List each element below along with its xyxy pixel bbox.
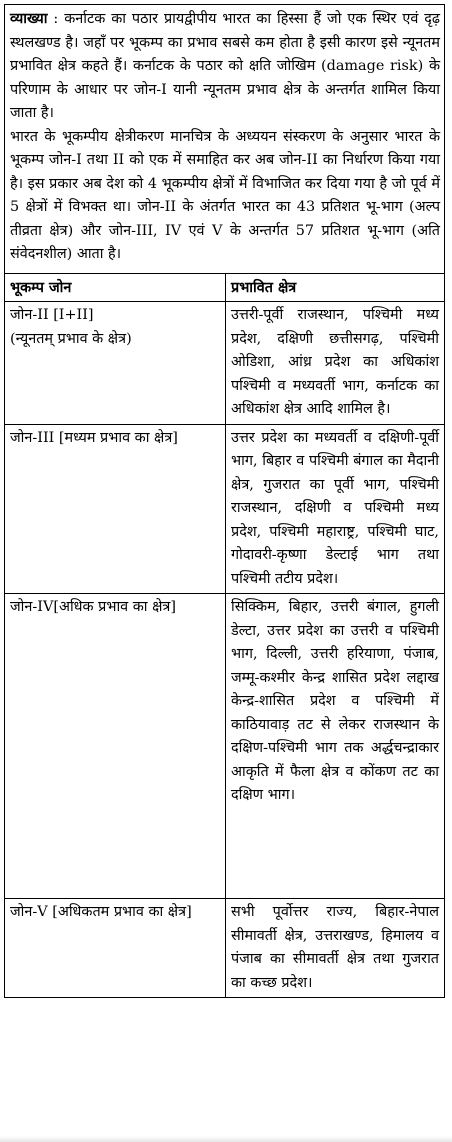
table-header-row <box>5 274 444 302</box>
document-page <box>4 4 445 998</box>
area-cell: उत्तर प्रदेश का मध्यवर्ती व दक्षिणी-पूर्वी भाग, बिहार व पश्चिमी बंगाल का मैदानी क्षेत्र, गुजरात का पूर्वी भाग, पश्चिमी राजस्थान, दक्षिणी व पश्चिमी मध्य प्रदेश, पश्चिमी महाराष्ट्र, पश्चिमी घाट, गोदावरी-कृष्णा डेल्टाई भाग तथा पश्चिमी तटीय प्रदेश। <box>226 424 445 594</box>
zone-name: जोन-V [अधिकतम प्रभाव का क्षेत्र] <box>10 904 192 920</box>
table-row <box>5 899 444 998</box>
header-zone: भूकम्प जोन <box>5 274 226 302</box>
label-separator: : <box>47 11 65 27</box>
area-cell: उत्तरी-पूर्वी राजस्थान, पश्चिमी मध्य प्रदेश, दक्षिणी छत्तीसगढ़, पश्चिमी ओडिशा, आंध्र प्रदेश का अधिकांश पश्चिमी व मध्यवर्ती भाग, कर्नाटक का अधिकांश क्षेत्र आदि शामिल है। <box>226 302 445 425</box>
table-row <box>5 302 444 425</box>
explanation-text-1: कर्नाटक का पठार प्रायद्वीपीय भारत का हिस्सा हैं जो एक स्थिर एवं दृढ़ स्थलखण्ड है। जहाँ पर भूकम्प का प्रभाव सबसे कम होता है इसी कारण इसे न्यूनतम प्रभावित क्षेत्र कहते हैं। कर्नाटक के पठार को क्षति जोखिम (damage risk) के परिणाम के आधार पर जोन-I यानी न्यूनतम प्रभाव क्षेत्र के अन्तर्गत शामिल किया जाता है। <box>10 11 440 121</box>
explanation-paragraph-1 <box>10 7 440 126</box>
zone-cell <box>5 424 226 594</box>
zone-name: जोन-IV[अधिक प्रभाव का क्षेत्र] <box>10 599 176 615</box>
explanation-paragraph-2: भारत के भूकम्पीय क्षेत्रीकरण मानचित्र के अध्ययन संस्करण के अनुसार भारत के भूकम्प जोन-I तथा II को एक में समाहित कर अब जोन-II का निर्धारण किया गया है। इस प्रकार अब देश को 4 भूकम्पीय क्षेत्रों में विभाजित कर दिया गया है जो पूर्व में 5 क्षेत्रों में विभक्त था। जोन-II के अंतर्गत भारत का 43 प्रतिशत भू-भाग (अल्प तीव्रता क्षेत्र) और जोन-III, IV एवं V के अन्तर्गत 57 प्रतिशत भू-भाग (अति संवेदनशील) आता है। <box>10 128 440 262</box>
zone-cell <box>5 594 226 899</box>
explanation-block <box>5 5 444 274</box>
explanation-label: व्याख्या <box>10 10 48 27</box>
zone-cell <box>5 302 226 425</box>
area-cell: सिक्किम, बिहार, उत्तरी बंगाल, हुगली डेल्टा, उत्तर प्रदेश का उत्तरी व पश्चिमी भाग, दिल्ली, उत्तरी हरियाणा, पंजाब, जम्मू-कश्मीर केन्द्र शासित प्रदेश लद्दाख केन्द्र-शासित प्रदेश व पश्चिमी में काठियावाड़ तट से लेकर राजस्थान के दक्षिण-पश्चिमी भाग तक अर्द्धचन्द्राकार आकृति में फैला क्षेत्र व कोंकण तट का दक्षिण भाग। <box>226 594 445 899</box>
zone-cell <box>5 899 226 998</box>
area-cell: सभी पूर्वोत्तर राज्य, बिहार-नेपाल सीमावर्ती क्षेत्र, उत्तराखण्ड, हिमालय व पंजाब का सीमावर्ती क्षेत्र तथा गुजरात का कच्छ प्रदेश। <box>226 899 445 998</box>
zone-name: जोन-II [I+II] <box>10 307 94 323</box>
table-row <box>5 424 444 594</box>
page-bottom-edge <box>0 1136 452 1142</box>
seismic-zone-table <box>5 274 444 998</box>
table-row <box>5 594 444 899</box>
zone-note: (न्यूनतम् प्रभाव के क्षेत्र) <box>10 330 132 347</box>
zone-name: जोन-III [मध्यम प्रभाव का क्षेत्र] <box>10 429 178 446</box>
header-area: प्रभावित क्षेत्र <box>231 278 297 296</box>
